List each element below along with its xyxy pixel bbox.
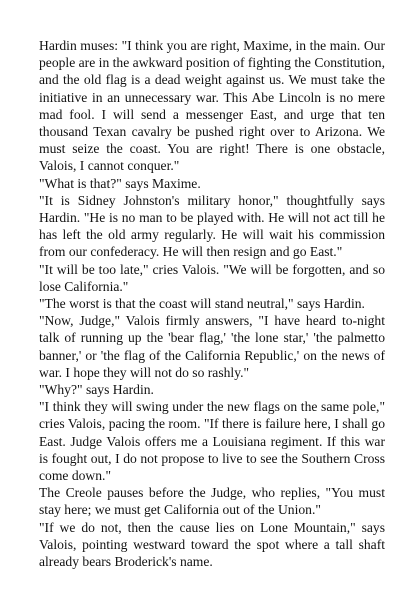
paragraph-10: "If we do not, then the cause lies on Lone Mountain," says Valois, pointing westward toward the spot where a tall shaft already bears Broderick's name.: [39, 519, 385, 570]
paragraph-2: "What is that?" says Maxime.: [39, 175, 201, 191]
paragraph-6: "Now, Judge," Valois firmly answers, "I have heard to-night talk of running up the 'bear flag,' 'the lone star,' 'the palmetto banner,' or 'the flag of the California Republic,' on the news of war. I hope they will not do so rashly.": [39, 313, 385, 380]
paragraph-9: The Creole pauses before the Judge, who replies, "You must stay here; we must get California out of the Union.": [39, 485, 385, 518]
paragraph-7: "Why?" says Hardin.: [39, 382, 154, 398]
paragraph-3: "It is Sidney Johnston's military honor," thoughtfully says Hardin. "He is no man to be played with. He will not act till he has left the old army regularly. He will wait his commission from our confederacy. He will then resign and go East.": [39, 192, 385, 260]
paragraph-8: "I think they will swing under the new flags on the same pole," cries Valois, pacing the room. "If there is failure here, I shall go East. Judge Valois offers me a Louisiana regiment. If this war is fought out, I do not propose to live to see the Southern Cross come down.": [39, 399, 385, 484]
paragraph-1: Hardin muses: "I think you are right, Maxime, in the main. Our people are in the awkward position of fighting the Constitution, and the old flag is a dead weight against us. We must take the initiative in an unnecessary war. This Abe Lincoln is no mere mad fool. I will send a messenger East, and urge that ten thousand Texan cavalry be pushed right over to Arizona. We must seize the coast. You are right! There is one obstacle, Valois, I cannot conquer.": [39, 38, 385, 174]
paragraph-5: "The worst is that the coast will stand neutral," says Hardin.: [39, 296, 365, 312]
page-text: [39, 37, 385, 570]
paragraph-4: "It will be too late," cries Valois. "We will be forgotten, and so lose California.": [39, 261, 385, 294]
